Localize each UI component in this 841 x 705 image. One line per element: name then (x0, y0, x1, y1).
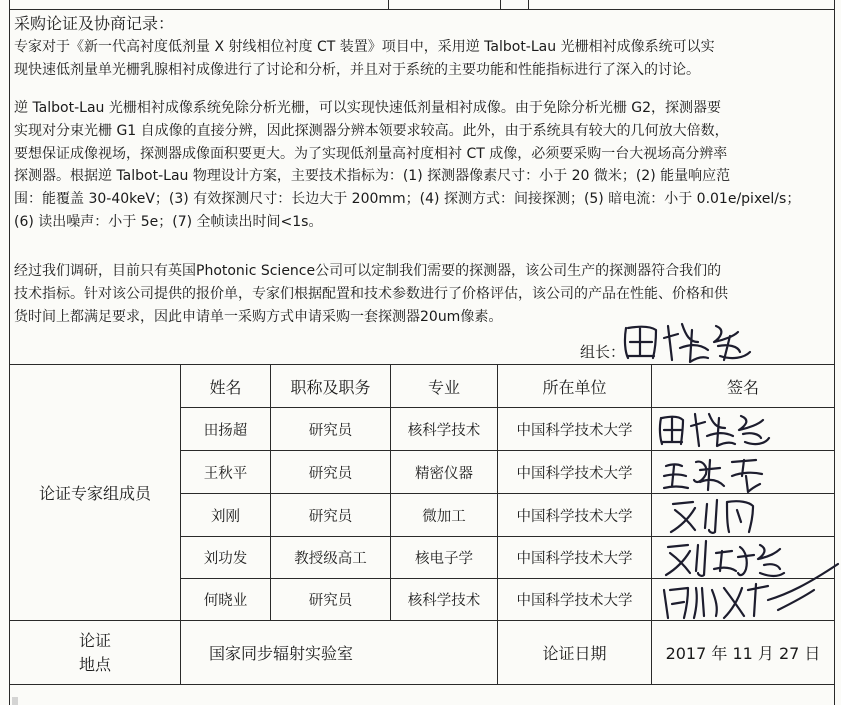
member-name: 何晓业 (203, 593, 248, 609)
member-title: 研究员 (308, 508, 353, 525)
member-title: 研究员 (308, 593, 353, 609)
member-major: 核科学技术 (407, 593, 481, 609)
member-major: 核科学技术 (407, 422, 481, 439)
date-value: 2017 年 11 月 27 日 (665, 644, 821, 663)
member-title: 研究员 (308, 422, 353, 439)
member-unit: 中国科学技术大学 (516, 422, 633, 439)
para-line: 要想保证成像视场，探测器成像面积要更大。为了实现低剂量高衬度相衬 CT 成像，必须要采购一台大视场高分辨率 (14, 145, 728, 162)
header-name: 姓名 (209, 377, 242, 397)
location-value: 国家同步辐射实验室 (209, 644, 354, 663)
member-name: 刘刚 (211, 508, 240, 525)
para-line: (6) 读出噪声：小于 5e；(7) 全帧读出时间<1s。 (14, 213, 323, 230)
member-name: 刘功发 (203, 551, 248, 567)
top-border (9, 9, 835, 10)
member-major: 微加工 (422, 508, 466, 525)
footer-cutoff (12, 697, 212, 705)
leader-signature (620, 316, 760, 366)
paragraph-2 (14, 97, 832, 234)
leader-label: 组长： (580, 343, 626, 361)
section-title: 采购论证及协商记录： (14, 14, 175, 33)
members-label: 论证专家组成员 (38, 484, 151, 503)
header-unit: 所在单位 (542, 377, 607, 397)
para-line: 现快速低剂量单光栅乳腺相衬成像进行了讨论和分析，并且对于系统的主要功能和性能指标进行了深入的讨论。 (14, 61, 700, 78)
para-line: 货时间上都满足要求，因此申请单一采购方式申请采购一套探测器20um像素。 (14, 308, 503, 325)
member-signature (665, 494, 765, 536)
date-label: 论证日期 (542, 644, 607, 663)
member-name: 王秋平 (203, 465, 248, 482)
para-line: 技术指标。针对该公司提供的报价单，专家们根据配置和技术参数进行了价格评估，该公司的产品在性能、价格和供 (14, 285, 728, 302)
member-major: 核电子学 (415, 551, 473, 567)
para-line: 围：能覆盖 30-40keV；(3) 有效探测尺寸：长边大于 200mm；(4) 探测方式：间接探测；(5) 暗电流：小于 0.01e/pixel/s； (14, 191, 801, 208)
table-line (9, 684, 835, 685)
member-title: 研究员 (308, 465, 353, 482)
header-major: 专业 (427, 377, 460, 397)
member-unit: 中国科学技术大学 (516, 508, 633, 525)
para-line: 探测器。根据逆 Talbot-Lau 物理设计方案，主要技术指标为：(1) 探测器像素尺寸：小于 20 微米；(2) 能量响应范 (14, 168, 731, 185)
member-unit: 中国科学技术大学 (516, 593, 633, 609)
header-title: 职称及职务 (290, 377, 371, 397)
member-unit: 中国科学技术大学 (516, 551, 633, 567)
paragraph-1 (14, 36, 832, 82)
member-name: 田扬超 (203, 422, 248, 439)
member-signature (660, 452, 770, 494)
header-signature: 签名 (726, 377, 759, 397)
para-line: 经过我们调研，目前只有英国Photonic Science公司可以定制我们需要的探测器，该公司生产的探测器符合我们的 (14, 263, 722, 279)
member-signature (655, 408, 775, 450)
member-unit: 中国科学技术大学 (516, 465, 633, 482)
para-line: 实现对分束光栅 G1 自成像的直接分辨，因此探测器分辨本领要求较高。此外，由于系统具有较大的几何放大倍数， (14, 122, 729, 139)
para-line: 逆 Talbot-Lau 光栅相衬成像系统免除分析光栅，可以实现快速低剂量相衬成像。由于免除分析光栅 G2，探测器要 (14, 100, 722, 116)
para-line: 专家对于《新一代高衬度低剂量 X 射线相位衬度 CT 装置》项目中，采用逆 Talbot-Lau 光栅相衬成像系统可以实 (14, 39, 715, 55)
member-major: 精密仪器 (415, 465, 473, 482)
member-title: 教授级高工 (294, 551, 367, 567)
location-label: 论证 地点 (78, 630, 111, 674)
member-signature (658, 560, 841, 622)
